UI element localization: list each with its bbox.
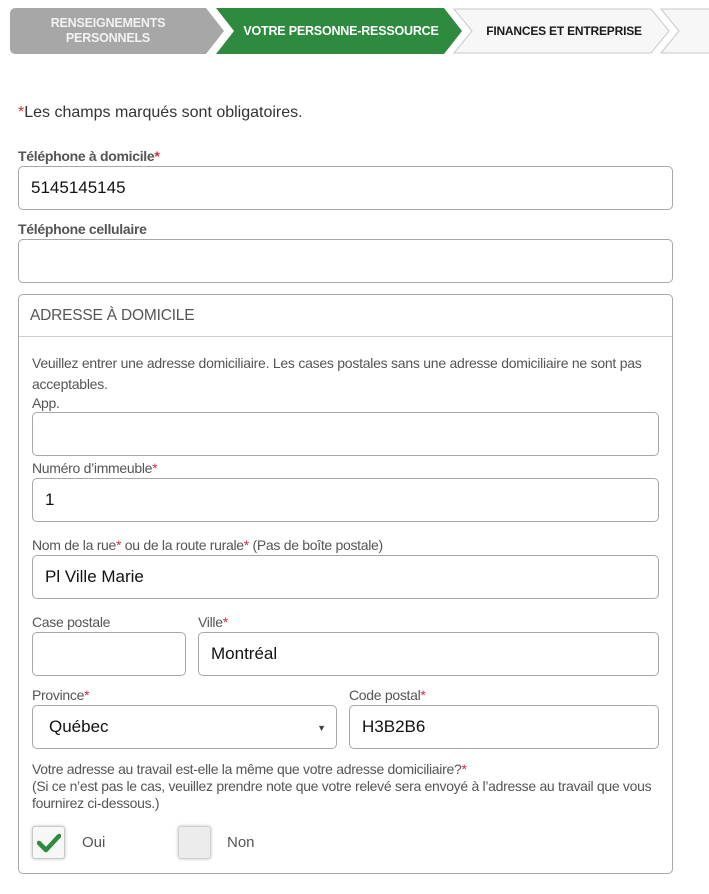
city-input[interactable]: Montréal xyxy=(198,632,659,676)
step-label: FINANCES ET ENTREPRISE xyxy=(486,23,642,38)
panel-title: ADRESSE À DOMICILE xyxy=(19,295,672,337)
no-label[interactable]: Non xyxy=(227,834,255,851)
progress-stepper xyxy=(10,8,709,54)
province-label: Province* xyxy=(32,687,90,703)
city-label: Ville* xyxy=(198,614,228,630)
province-select[interactable]: Québec ▼ xyxy=(32,705,337,749)
step-next[interactable] xyxy=(660,8,709,54)
same-work-address-question: Votre adresse au travail est-elle la même que votre adresse domiciliaire?* (Si ce n’est pas le cas, veuillez prendre note que votre relevé sera envoyé à l’adresse au travail que vous fournirez ci-dessous.) xyxy=(32,761,652,811)
building-number-label: Numéro d’immeuble* xyxy=(32,460,158,476)
street-label: Nom de la rue* ou de la route rurale* (Pas de boîte postale) xyxy=(32,537,383,553)
street-input[interactable]: Pl Ville Marie xyxy=(32,555,659,599)
checkmark-icon xyxy=(37,833,61,853)
home-phone-label: Téléphone à domicile* xyxy=(18,148,160,164)
chevron-down-icon: ▼ xyxy=(317,723,326,733)
step-label: RENSEIGNEMENTS PERSONNELS xyxy=(50,16,166,45)
required-fields-note: *Les champs marqués sont obligatoires. xyxy=(18,104,303,121)
no-checkbox[interactable] xyxy=(178,826,211,859)
building-number-input[interactable]: 1 xyxy=(32,478,659,522)
home-phone-input[interactable]: 5145145145 xyxy=(18,166,673,210)
po-box-label: Case postale xyxy=(32,614,111,630)
cell-phone-label: Téléphone cellulaire xyxy=(18,221,147,237)
address-note: Veuillez entrer une adresse domiciliaire. Les cases postales sans une adresse domiciliaire ne sont pas acceptables. xyxy=(32,355,642,392)
step-label: VOTRE PERSONNE-RESSOURCE xyxy=(243,23,439,38)
apt-input[interactable] xyxy=(32,412,659,456)
home-address-panel xyxy=(18,294,673,874)
po-box-input[interactable] xyxy=(32,632,186,676)
postal-code-input[interactable]: H3B2B6 xyxy=(349,705,659,749)
step-finances-business[interactable] xyxy=(453,8,675,54)
step-personal-info[interactable] xyxy=(10,8,230,54)
postal-code-label: Code postal* xyxy=(349,687,426,703)
yes-label[interactable]: Oui xyxy=(82,834,106,851)
cell-phone-input[interactable] xyxy=(18,239,673,283)
yes-checkbox[interactable] xyxy=(32,826,65,859)
step-shape xyxy=(660,8,709,54)
step-contact-person[interactable] xyxy=(216,8,466,54)
apt-label: App. xyxy=(32,395,60,411)
